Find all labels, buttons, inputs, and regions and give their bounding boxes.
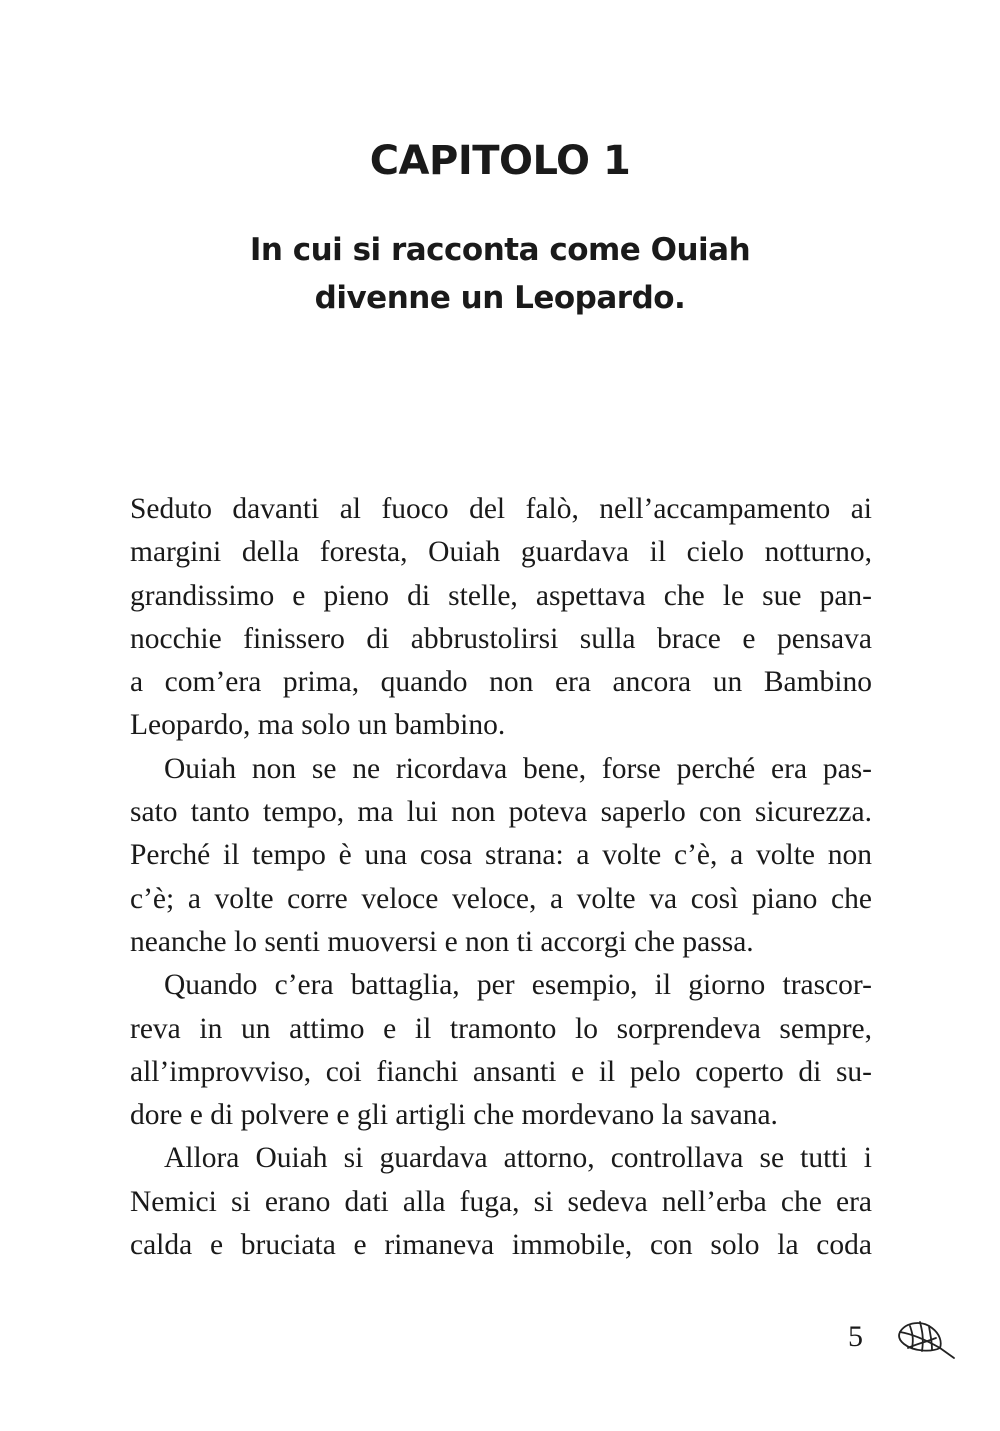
text-line: Nemici si erano dati alla fuga, si sedeva nell’erba che era [130,1185,872,1218]
text-line: Allora Ouiah si guardava attorno, controllava se tutti i [164,1142,872,1175]
text-line: grandissimo e pieno di stelle, aspettava che le sue pan- [130,579,872,612]
body-text [130,488,872,1267]
chapter-subtitle-line: In cui si racconta come Ouiah [249,232,751,268]
text-line: reva in un attimo e il tramonto lo sorprendeva sempre, [130,1012,872,1045]
chapter-subtitle-line: divenne un Leopardo. [314,280,686,316]
text-line: Perché il tempo è una cosa strana: a volte c’è, a volte non [130,839,872,872]
paragraph [130,488,872,748]
text-line: c’è; a volte corre veloce veloce, a volte va così piano che [130,882,872,915]
text-line: nocchie finissero di abbrustolirsi sulla brace e pensava [130,622,872,655]
text-line: calda e bruciata e rimaneva immobile, con solo la coda [130,1229,872,1262]
text-line: margini della foresta, Ouiah guardava il cielo notturno, [130,536,872,569]
text-line: Ouiah non se ne ricordava bene, forse perché era pas- [164,752,872,785]
text-line: Leopardo, ma solo un bambino. [130,709,506,742]
text-line: Seduto davanti al fuoco del falò, nell’accampamento ai [130,493,872,525]
chapter-title: CAPITOLO 1 [369,138,631,184]
text-line: a com’era prima, quando non era ancora un Bambino [130,666,872,699]
text-line: dore e di polvere e gli artigli che mordevano la savana. [130,1099,778,1132]
text-line: all’improvviso, coi fianchi ansanti e il pelo coperto di su- [130,1055,872,1088]
page-number: 5 [848,1320,863,1353]
text-line: sato tanto tempo, ma lui non poteva saperlo con sicurezza. [130,796,872,829]
text-line: neanche lo senti muoversi e non ti accorgi che passa. [130,925,754,958]
paragraph [130,748,872,964]
chapter-subtitle [0,226,1000,322]
leaf-icon [896,1318,958,1362]
text-line: Quando c’era battaglia, per esempio, il giorno trascor- [164,969,872,1002]
paragraph [130,964,872,1137]
paragraph [130,1137,872,1267]
